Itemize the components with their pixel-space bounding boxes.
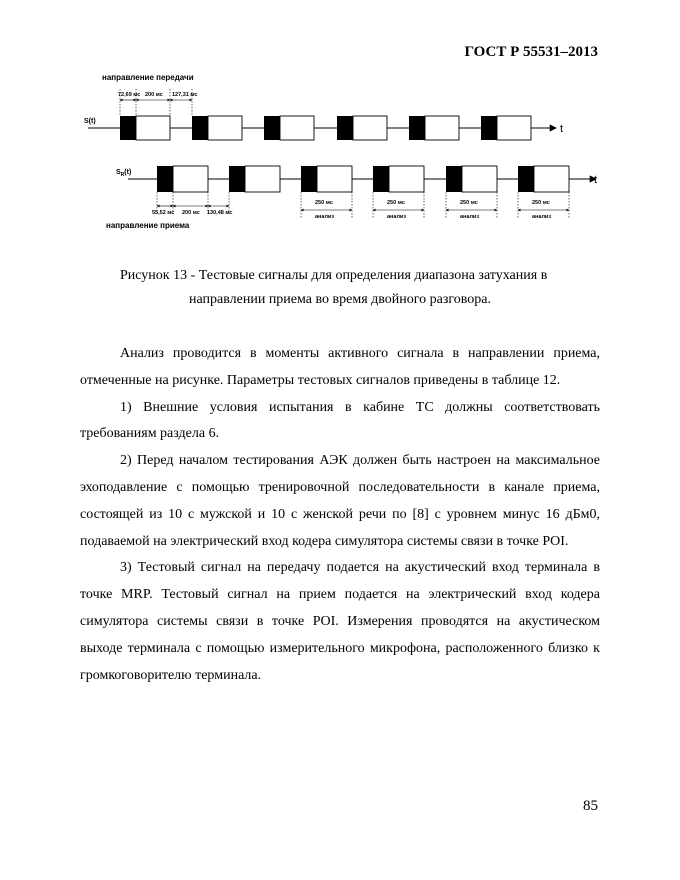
paragraph: 2) Перед началом тестирования АЭК должен быть настроен на максимальное эхоподавление с помощью тренировочной последовательности в канале приема, состоящей из 10 с мужской и 10 с женской речи по [8] с уровнем минус 16 дБм0, подаваемой на электрический вход кодера симулятора системы связи в точке POI. xyxy=(80,453,600,549)
signal-s-label: S(t) xyxy=(84,118,96,125)
signal-sr-label: $S_R(t)$ xyxy=(116,169,132,178)
bottom-dim-label: 55,52 мс xyxy=(152,210,175,216)
analysis-label: анализ xyxy=(532,214,552,220)
analysis-label: анализ xyxy=(460,214,480,220)
page-number: 85 xyxy=(583,798,598,814)
signal-diagram xyxy=(80,66,600,236)
paragraph: 1) Внешние условия испытания в кабине ТС должны соответствовать требованиям раздела 6. xyxy=(80,399,600,442)
receive-direction-label: направление приема xyxy=(106,221,190,230)
send-direction-label: направление передачи xyxy=(102,73,194,82)
caption-line: Рисунок 13 - Тестовые сигналы для определения диапазона затухания в xyxy=(120,268,548,283)
body-text xyxy=(80,341,600,689)
document-header: ГОСТ Р 55531–2013 xyxy=(464,44,598,60)
window-label: 250 мс xyxy=(532,200,550,206)
analysis-label: анализ xyxy=(315,214,335,220)
top-dim-label: 127,31 мс xyxy=(172,92,198,98)
window-label: 250 мс xyxy=(460,200,478,206)
analysis-windows xyxy=(301,192,569,218)
window-label: 250 мс xyxy=(315,200,333,206)
bottom-dim-label: 130,48 мс xyxy=(207,210,233,216)
caption-line: направлении приема во время двойного разговора. xyxy=(188,292,492,307)
analysis-label: анализ xyxy=(387,214,407,220)
t-axis-label-bottom: t xyxy=(594,174,598,186)
paragraph: Анализ проводится в моменты активного сигнала в направлении приема, отмеченные на рисунке. Параметры тестовых сигналов приведены в таблице 12. xyxy=(80,346,600,388)
bottom-dim-label: 200 мс xyxy=(182,210,200,216)
top-dim-label: 72,69 мс xyxy=(118,92,141,98)
t-axis-label: t xyxy=(560,123,564,135)
figure-caption xyxy=(80,264,600,312)
paragraph: 3) Тестовый сигнал на передачу подается на акустический вход терминала в точке MRP. Тестовый сигнал на прием подается на электрический вход кодера симулятора системы связи в точке POI. Измерения проводятся на акустическом выходе терминала с помощью измерительного микрофона, расположенного близко к громкоговорителю терминала. xyxy=(80,560,600,683)
window-label: 250 мс xyxy=(387,200,405,206)
top-dim-label: 200 мс xyxy=(145,92,163,98)
